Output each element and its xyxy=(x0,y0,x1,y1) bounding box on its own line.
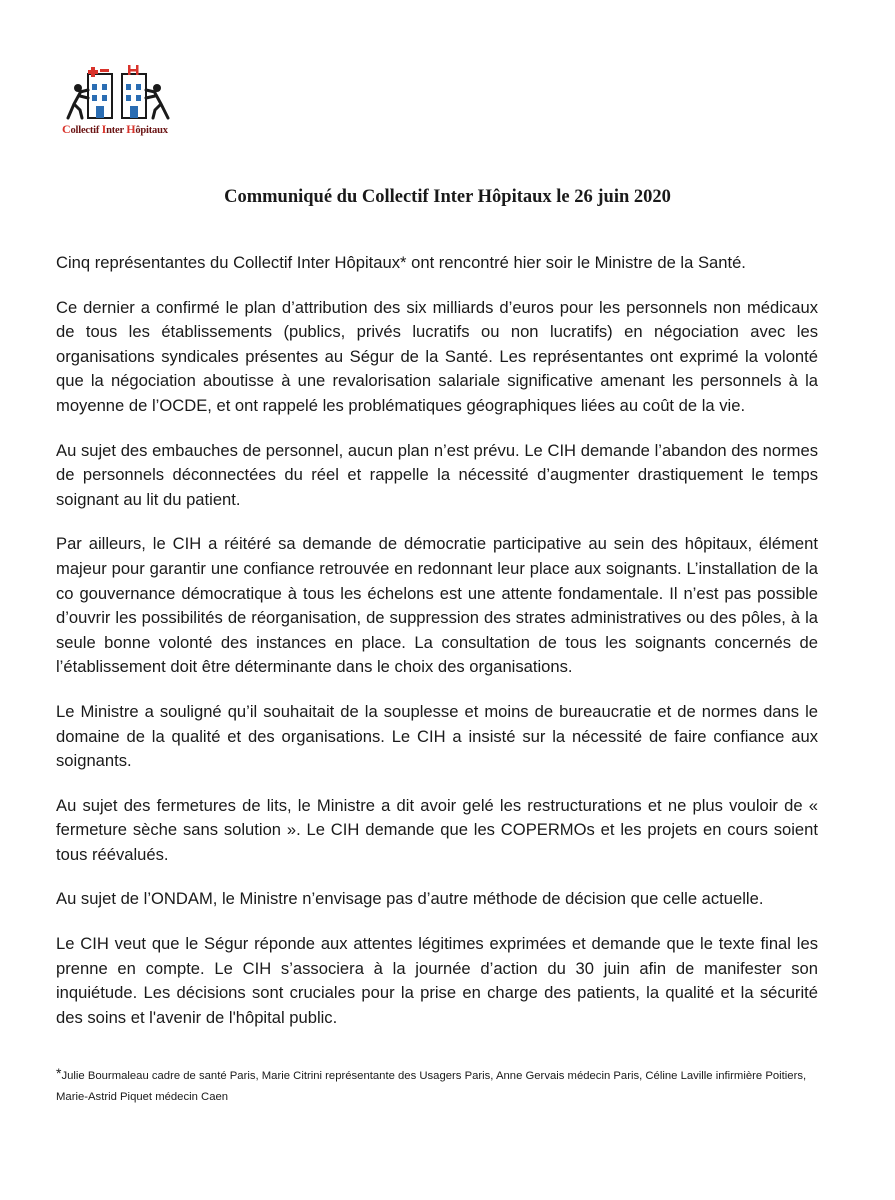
paragraph: Au sujet des fermetures de lits, le Ministre a dit avoir gelé les restructurations et ne plus vouloir de « fermeture sèche sans solution ». Le CIH demande que les COPERMOs et les projets en cours soient tous réévalués. xyxy=(56,795,818,864)
document-body xyxy=(56,251,818,1050)
logo-wordmark: Collectif Inter Hôpitaux xyxy=(62,122,168,136)
paragraph: Le CIH veut que le Ségur réponde aux attentes légitimes exprimées et demande que le texte final les prenne en compte. Le CIH s’associera à la journée d’action du 30 juin afin de manifester son inquiétude. Les décisions sont cruciales pour la prise en charge des patients, la qualité et la sécurité des soins et l'avenir de l'hôpital public. xyxy=(56,934,818,1027)
paragraph: Au sujet de l’ONDAM, le Ministre n’envisage pas d’autre méthode de décision que celle actuelle. xyxy=(56,889,764,909)
paragraph: Par ailleurs, le CIH a réitéré sa demande de démocratie participative au sein des hôpitaux, élément majeur pour garantir une confiance retrouvée en redonnant leur place aux soignants. L’installation de la co gouvernance démocratique à tous les échelons est une attente fondamentale. Il n’est pas possible d’ouvrir les possibilités de réorganisation, de suppression des strates administratives ou des pôles, à la seule bonne volonté des instances en place. La consultation de tous les soignants concernés de l’établissement doit être déterminante dans le choix des organisations. xyxy=(56,534,818,677)
paragraph: Le Ministre a souligné qu’il souhaitait de la souplesse et moins de bureaucratie et de normes dans le domaine de la qualité et des organisations. Le CIH a insisté sur la nécessité de faire confiance aux soignants. xyxy=(56,701,818,771)
footnote-marker: * xyxy=(56,1065,62,1081)
paragraph: Au sujet des embauches de personnel, aucun plan n’est prévu. Le CIH demande l’abandon des normes de personnels déconnectées du réel et rappelle la nécessité d’augmenter drastiquement le temps soignant au lit du patient. xyxy=(56,440,818,509)
page-title: Communiqué du Collectif Inter Hôpitaux le 26 juin 2020 xyxy=(224,187,671,207)
footnote-text: Julie Bourmaleau cadre de santé Paris, Marie Citrini représentante des Usagers Paris, Anne Gervais médecin Paris, Céline Laville infirmière Poitiers, Marie-Astrid Piquet médecin Caen xyxy=(56,1070,807,1103)
paragraph: Ce dernier a confirmé le plan d’attribution des six milliards d’euros pour les personnels non médicaux de tous les établissements (publics, privés lucratifs ou non lucratifs) en négociation avec les organisations syndicales présentes au Ségur de la Santé. Les représentantes ont exprimé la volonté que la négociation aboutisse à une revalorisation salariale significative amenant les personnels à la moyenne de l’OCDE, et ont rappelé les problématiques géographiques liées au coût de la vie. xyxy=(56,297,818,415)
paragraph: Cinq représentantes du Collectif Inter Hôpitaux* ont rencontré hier soir le Ministre de la Santé. xyxy=(56,253,746,272)
footnote xyxy=(56,1063,826,1108)
